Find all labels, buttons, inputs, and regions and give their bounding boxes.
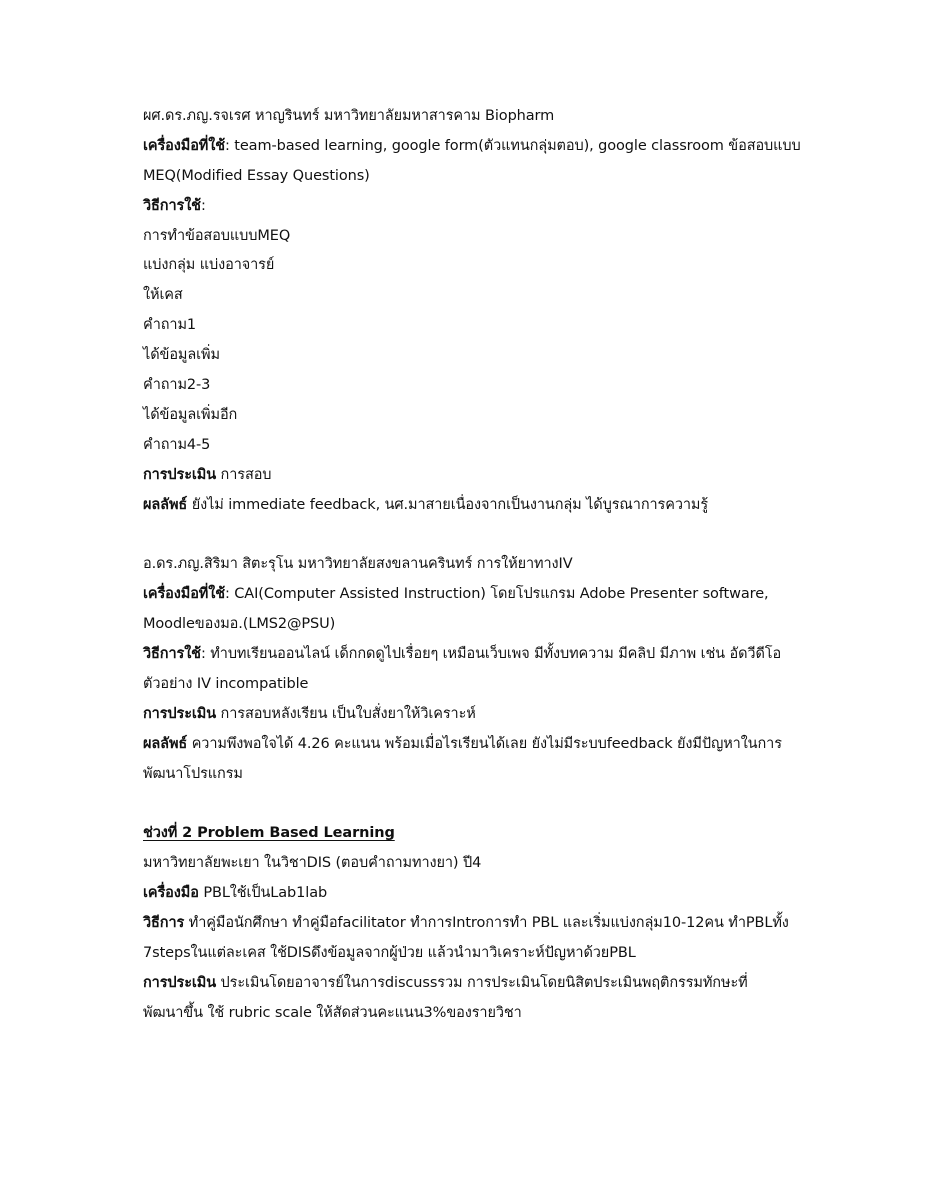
presenter-2-method-line-2 (143, 670, 793, 700)
document-body (143, 102, 801, 1029)
tools-label: เครื่องมือที่ใช้ (143, 586, 225, 603)
presenter-2-heading (143, 550, 793, 580)
method-step-text: ได้ข้อมูลเพิ่ม (143, 347, 220, 364)
presenter-1-tools-line-2 (143, 162, 793, 192)
tools-text-continued: Moodleของมอ.(LMS2@PSU) (143, 616, 336, 633)
method-step-text: คำถาม1 (143, 317, 197, 334)
evaluation-label: การประเมิน (143, 466, 217, 483)
presenter-2-tools-line (143, 580, 793, 610)
presenter-2-tools-line-2 (143, 610, 793, 640)
presenter-2-result-line (143, 730, 793, 760)
section-2-method-line-2 (143, 939, 793, 969)
method-label: วิธีการใช้ (143, 646, 201, 663)
result-text: ความพึงพอใจได้ 4.26 คะแนน พร้อมเมื่อไรเรียนได้เลย ยังไม่มีระบบfeedback ยังมีปัญหาในการ (187, 735, 782, 752)
method-step (143, 431, 793, 461)
evaluation-text-continued: พัฒนาขึ้น ใช้ rubric scale ให้สัดส่วนคะแนน3%ของรายวิชา (143, 1004, 522, 1021)
method-text: ทำคู่มือนักศึกษา ทำคู่มือfacilitator ทำการIntroการทำ PBL และเริ่มแบ่งกลุ่ม10-12คน ทำPBLทั้ง (184, 915, 789, 932)
method-label: วิธีการใช้ (143, 197, 201, 214)
result-text-continued: พัฒนาโปรแกรม (143, 765, 243, 782)
tools-text-continued: MEQ(Modified Essay Questions) (143, 167, 370, 184)
section-2-method-line (143, 909, 793, 939)
presenter-2-author: อ.ดร.ภญ.สิริมา สิตะรุโน มหาวิทยาลัยสงขลานครินทร์ การให้ยาทางIV (143, 556, 573, 573)
tools-text: : CAI(Computer Assisted Instruction) โดยโปรแกรม Adobe Presenter software, (224, 586, 769, 603)
presenter-1-eval-line (143, 461, 793, 491)
method-step-text: ให้เคส (143, 287, 183, 304)
method-colon: : (200, 197, 206, 214)
method-step (143, 281, 793, 311)
tools-text: PBLใช้เป็นLab1lab (198, 885, 328, 902)
method-step-text: คำถาม2-3 (143, 377, 211, 394)
presenter-1-author: ผศ.ดร.ภญ.รจเรศ หาญรินทร์ มหาวิทยาลัยมหาสารคาม Biopharm (143, 108, 555, 124)
evaluation-label: การประเมิน (143, 974, 217, 991)
method-label: วิธีการ (143, 915, 185, 932)
presenter-2-result-line-2 (143, 760, 793, 790)
method-step (143, 341, 793, 371)
tools-text: : team-based learning, google form(ตัวแทนกลุ่มตอบ), google classroom ข้อสอบแบบ (224, 137, 801, 154)
section-2-subtitle-line (143, 849, 793, 879)
section-2-subtitle: มหาวิทยาลัยพะเยา ในวิชาDIS (ตอบคำถามทางยา) ปี4 (143, 855, 482, 872)
spacer (143, 789, 793, 819)
evaluation-text: ประเมินโดยอาจารย์ในการdiscussรวม การประเมินโดยนิสิตประเมินพฤติกรรมทักษะที่ (216, 974, 748, 991)
result-label: ผลลัพธ์ (143, 496, 188, 513)
presenter-1-method-line (143, 192, 793, 222)
evaluation-label: การประเมิน (143, 705, 217, 722)
method-step-text: แบ่งกลุ่ม แบ่งอาจารย์ (143, 257, 275, 274)
result-text: ยังไม่ immediate feedback, นศ.มาสายเนื่องจากเป็นงานกลุ่ม ได้บูรณาการความรู้ (187, 496, 709, 513)
method-step-text: การทำข้อสอบแบบMEQ (143, 227, 291, 244)
section-2-eval-line (143, 969, 793, 999)
section-2-heading: ช่วงที่ 2 Problem Based Learning (143, 825, 395, 842)
spacer (143, 520, 793, 550)
method-step (143, 251, 793, 281)
section-2-tools-line (143, 879, 793, 909)
method-text-continued: 7stepsในแต่ละเคส ใช้DISดึงข้อมูลจากผู้ป่วย แล้วนำมาวิเคราะห์ปัญหาด้วยPBL (143, 944, 636, 961)
result-label: ผลลัพธ์ (143, 735, 188, 752)
method-step-text: คำถาม4-5 (143, 436, 211, 453)
evaluation-text: การสอบหลังเรียน เป็นใบสั่งยาให้วิเคราะห์ (216, 705, 476, 722)
presenter-2-method-line (143, 640, 793, 670)
presenter-1-tools-line (143, 132, 801, 162)
presenter-1-heading (143, 102, 793, 132)
method-step (143, 222, 793, 252)
presenter-2-eval-line (143, 700, 793, 730)
method-step (143, 311, 793, 341)
method-text-continued: ตัวอย่าง IV incompatible (143, 675, 309, 692)
method-text: : ทำบทเรียนออนไลน์ เด็กกดดูไปเรื่อยๆ เหมือนเว็บเพจ มีทั้งบทความ มีคลิป มีภาพ เช่น อัดวีดีโอ (200, 646, 782, 663)
presenter-1-result-line (143, 491, 793, 521)
evaluation-text: การสอบ (216, 466, 272, 483)
method-step-text: ได้ข้อมูลเพิ่มอีก (143, 406, 238, 423)
section-2-eval-line-2 (143, 999, 793, 1029)
method-step (143, 371, 793, 401)
tools-label: เครื่องมือ (143, 885, 199, 902)
method-step (143, 401, 793, 431)
tools-label: เครื่องมือที่ใช้ (143, 137, 225, 154)
section-2-heading-line (143, 819, 793, 849)
